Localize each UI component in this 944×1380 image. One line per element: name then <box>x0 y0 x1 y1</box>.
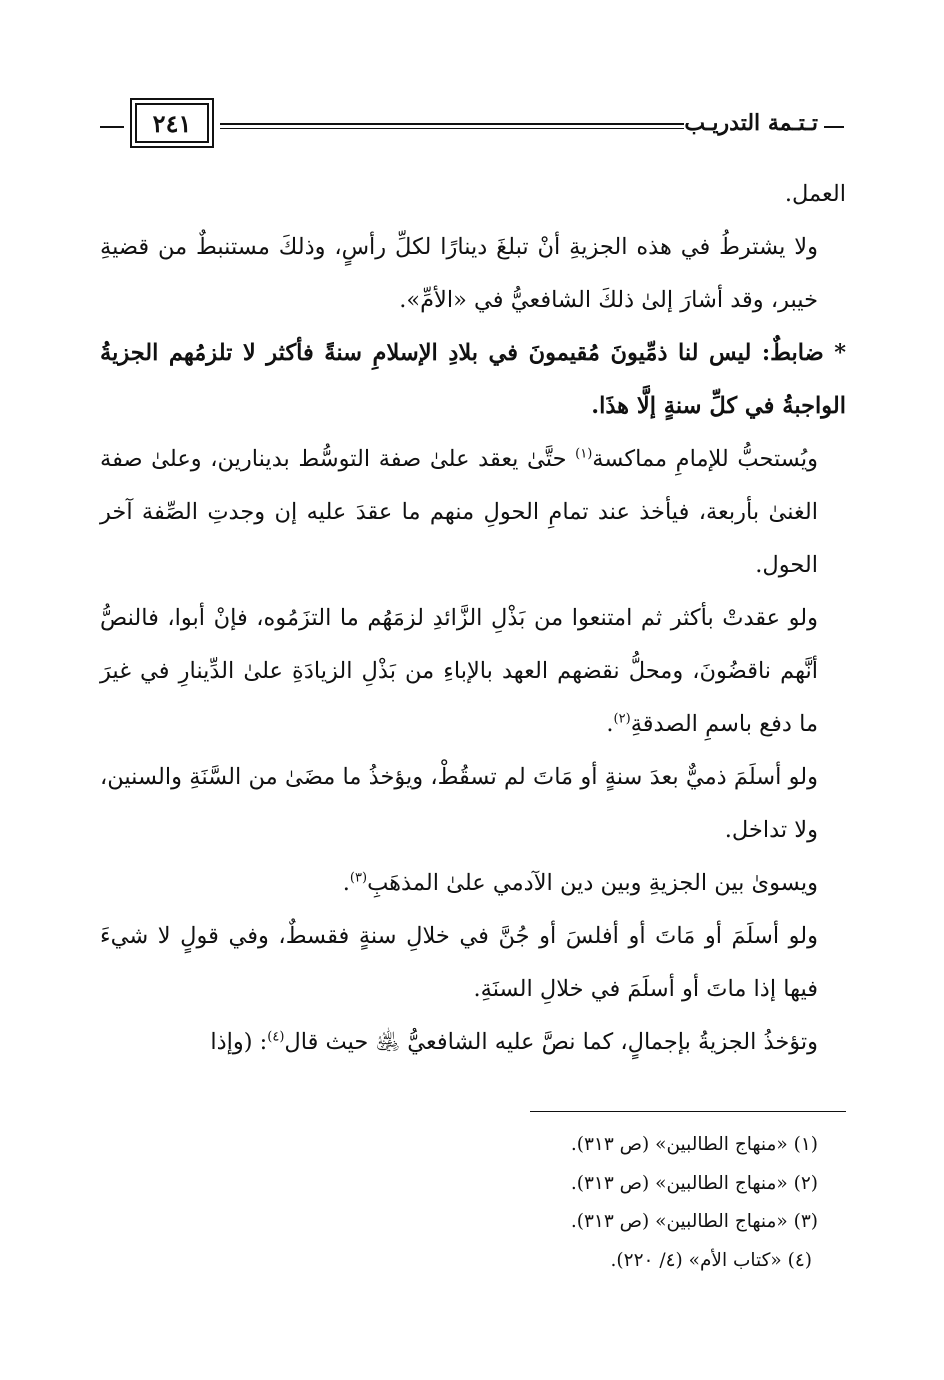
footnote-3: (٣) «منهاج الطالبين» (ص ٣١٣). <box>570 1211 818 1232</box>
page-header <box>100 96 844 156</box>
paragraph-text: حتَّىٰ يعقد علىٰ صفة التوسُّط بدينارين، وعلىٰ صفة الغنىٰ بأربعة، فيأخذ عند تمامِ الحولِ منهم ما عقدَ عليه إن وجدتِ الصِّفة آخر الحول. <box>100 446 818 578</box>
paragraph-text: ولو عقدتْ بأكثر ثم امتنعوا من بَذْلِ الزَّائدِ لزمَهُم ما التزَمُوه، فإنْ أبوا، فالنصُّ أنَّهم ناقضُونَ، ومحلُّ نقضهم العهد بالإباءِ من بَذْلِ الزيادَةِ علىٰ الدِّينارِ في غيرَ ما دفع باسمِ الصدقةِ <box>100 605 818 737</box>
header-dash-left <box>100 126 124 128</box>
footnote-2: (٢) «منهاج الطالبين» (ص ٣١٣). <box>570 1172 818 1194</box>
running-title: تـتـمة التدريـب <box>684 110 818 136</box>
main-text <box>100 168 846 1069</box>
paragraph-6 <box>100 751 846 857</box>
rule-paragraph <box>100 327 846 433</box>
header-dash-right <box>824 126 844 128</box>
rule-text: * ضابطٌ: ليس لنا ذمِّيونَ مُقيمونَ في بلادِ الإسلامِ سنةً فأكثر لا تلزمُهم الجزيةُ الواجبةُ في كلِّ سنةٍ إلَّا هذَا. <box>100 340 846 419</box>
paragraph-7 <box>100 857 846 910</box>
footnote-ref-2[interactable]: (٢) <box>613 711 631 727</box>
paragraph-2 <box>100 221 846 327</box>
page-number: ٢٤١ <box>135 103 209 143</box>
footnote-1: (١) «منهاج الطالبين» (ص ٣١٣). <box>570 1134 818 1155</box>
paragraph-text: وتؤخذُ الجزيةُ بإجمالٍ، كما نصَّ عليه الشافعيُّ ﵁ حيث قال <box>284 1029 818 1055</box>
paragraph-text: . <box>342 870 350 896</box>
header-rule <box>220 123 684 129</box>
footnote-separator <box>530 1111 846 1112</box>
paragraph-text: العمل. <box>784 181 846 207</box>
page-number-frame <box>130 98 214 148</box>
paragraph-5 <box>100 592 846 751</box>
paragraph-text: ولا يشترطُ في هذه الجزيةِ أنْ تبلغَ دينارًا لكلِّ رأسٍ، وذلكَ مستنبطٌ من قضيةِ خيبر، وقد أشارَ إلىٰ ذلكَ الشافعيُّ في «الأمِّ». <box>100 234 818 313</box>
footnotes <box>218 1126 818 1280</box>
footnote-ref-3[interactable]: (٣) <box>349 870 368 886</box>
paragraph-text: : (وإذا <box>210 1029 268 1055</box>
paragraph-9 <box>100 1016 846 1069</box>
paragraph-text: ويسوىٰ بين الجزيةِ وبين دين الآدمي علىٰ المذهَبِ <box>367 870 818 896</box>
paragraph-text: ويُستحبُّ للإمامِ مماكسة <box>592 446 818 472</box>
paragraph-text: . <box>606 711 614 737</box>
footnote-ref-1[interactable]: (١) <box>575 446 593 462</box>
paragraph-1 <box>100 168 846 221</box>
paragraph-4 <box>100 433 846 592</box>
footnote-4: (٤) «كتاب الأم» (٤/ ٢٢٠). <box>610 1249 812 1271</box>
paragraph-text: ولو أسلَمَ أو مَاتَ أو أفلسَ أو جُنَّ في خلالِ سنةٍ فقسطٌ، وفي قولٍ لا شيءَ فيها إذا ماتَ أو أسلَمَ في خلالِ السنَةِ. <box>100 923 818 1002</box>
paragraph-text: ولو أسلَمَ ذميٌّ بعدَ سنةٍ أو مَاتَ لم تسقُطْ، ويؤخذُ ما مضَىٰ من السَّنَةِ والسنين، ولا تداخل. <box>100 764 818 843</box>
paragraph-8 <box>100 910 846 1016</box>
footnote-ref-4[interactable]: (٤) <box>267 1029 285 1045</box>
